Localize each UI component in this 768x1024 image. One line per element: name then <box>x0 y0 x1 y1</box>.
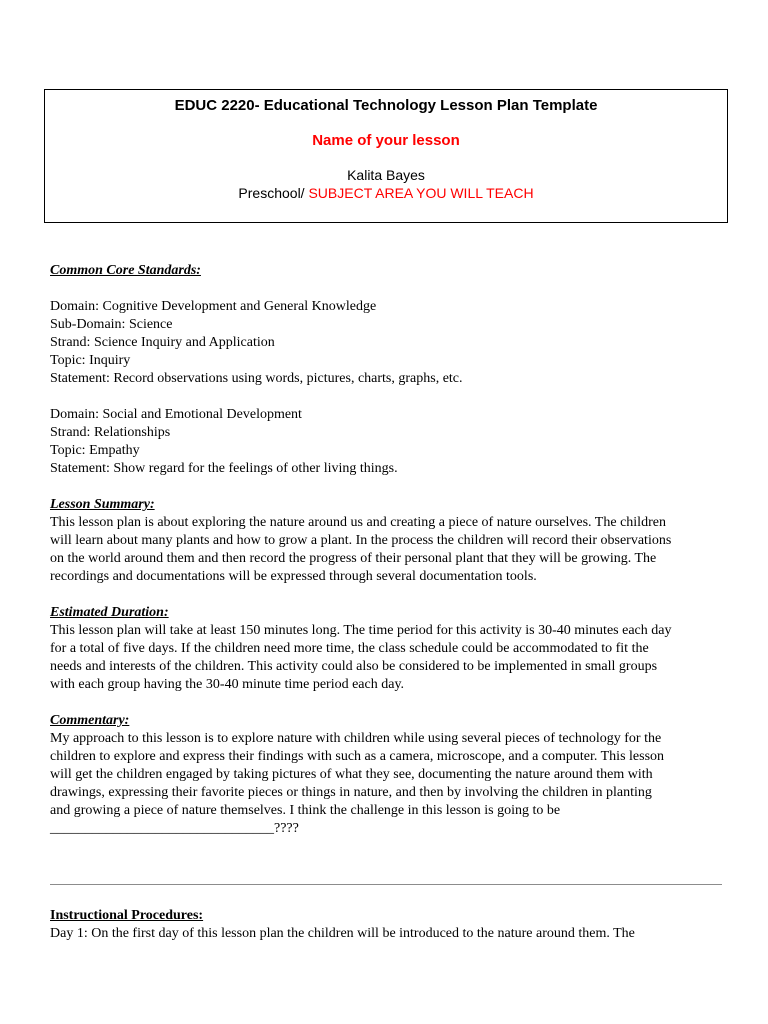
standard-line: Sub-Domain: Science <box>50 317 173 332</box>
duration-line: with each group having the 30-40 minute time period each day. <box>50 677 405 692</box>
subject-area: SUBJECT AREA YOU WILL TEACH <box>304 185 534 201</box>
standard-line: Domain: Social and Emotional Development <box>50 407 302 422</box>
procedure-day1: Day 1: On the first day of this lesson plan the children will be introduced to the nature around them. The <box>50 926 635 941</box>
standard-line: Strand: Science Inquiry and Application <box>50 335 275 350</box>
summary-line: recordings and documentations will be expressed through several documentation tools. <box>50 569 537 584</box>
standard-line: Topic: Empathy <box>50 443 140 458</box>
author-name: Kalita Bayes <box>347 167 425 183</box>
standard-line: Topic: Inquiry <box>50 353 131 368</box>
duration-line: for a total of five days. If the children need more time, the class schedule could be accommodated to fit the <box>50 641 649 656</box>
duration-line: This lesson plan will take at least 150 minutes long. The time period for this activity is 30-40 minutes each day <box>50 623 672 638</box>
procedures-heading: Instructional Procedures: <box>50 908 204 923</box>
commentary-line: and growing a piece of nature themselves. I think the challenge in this lesson is going to be <box>50 803 561 818</box>
horizontal-divider <box>50 884 722 885</box>
document-body <box>50 262 730 838</box>
commentary-line: children to explore and express their findings with such as a camera, microscope, and a computer. This lesson <box>50 749 665 764</box>
course-title: EDUC 2220- Educational Technology Lesson Plan Template <box>174 97 598 114</box>
standards-heading: Common Core Standards: <box>50 263 201 278</box>
commentary-line: drawings, expressing their favorite pieces or things in nature, and then by involving the children in planting <box>50 785 652 800</box>
standard-line: Domain: Cognitive Development and General Knowledge <box>50 299 377 314</box>
commentary-line: My approach to this lesson is to explore nature with children while using several pieces of technology for the <box>50 731 662 746</box>
summary-line: will learn about many plants and how to grow a plant. In the process the children will record their observations <box>50 533 672 548</box>
grade-subject-line <box>45 185 727 201</box>
summary-line: This lesson plan is about exploring the nature around us and creating a piece of nature ourselves. The children <box>50 515 666 530</box>
title-box <box>44 89 728 223</box>
commentary-line: will get the children engaged by taking pictures of what they see, documenting the nature around them with <box>50 767 653 782</box>
duration-line: needs and interests of the children. This activity could also be considered to be implemented in small groups <box>50 659 658 674</box>
lesson-name: Name of your lesson <box>312 132 460 149</box>
summary-heading: Lesson Summary: <box>50 497 155 512</box>
summary-line: on the world around them and then record the progress of their personal plant that they will be growing. The <box>50 551 657 566</box>
standard-line: Statement: Show regard for the feelings of other living things. <box>50 461 398 476</box>
commentary-line: ________________________________???? <box>50 821 299 836</box>
standard-line: Strand: Relationships <box>50 425 171 440</box>
grade-level: Preschool/ <box>238 185 305 201</box>
duration-heading: Estimated Duration: <box>50 605 169 620</box>
standard-line: Statement: Record observations using words, pictures, charts, graphs, etc. <box>50 371 463 386</box>
commentary-heading: Commentary: <box>50 713 130 728</box>
procedures-section <box>50 907 730 943</box>
